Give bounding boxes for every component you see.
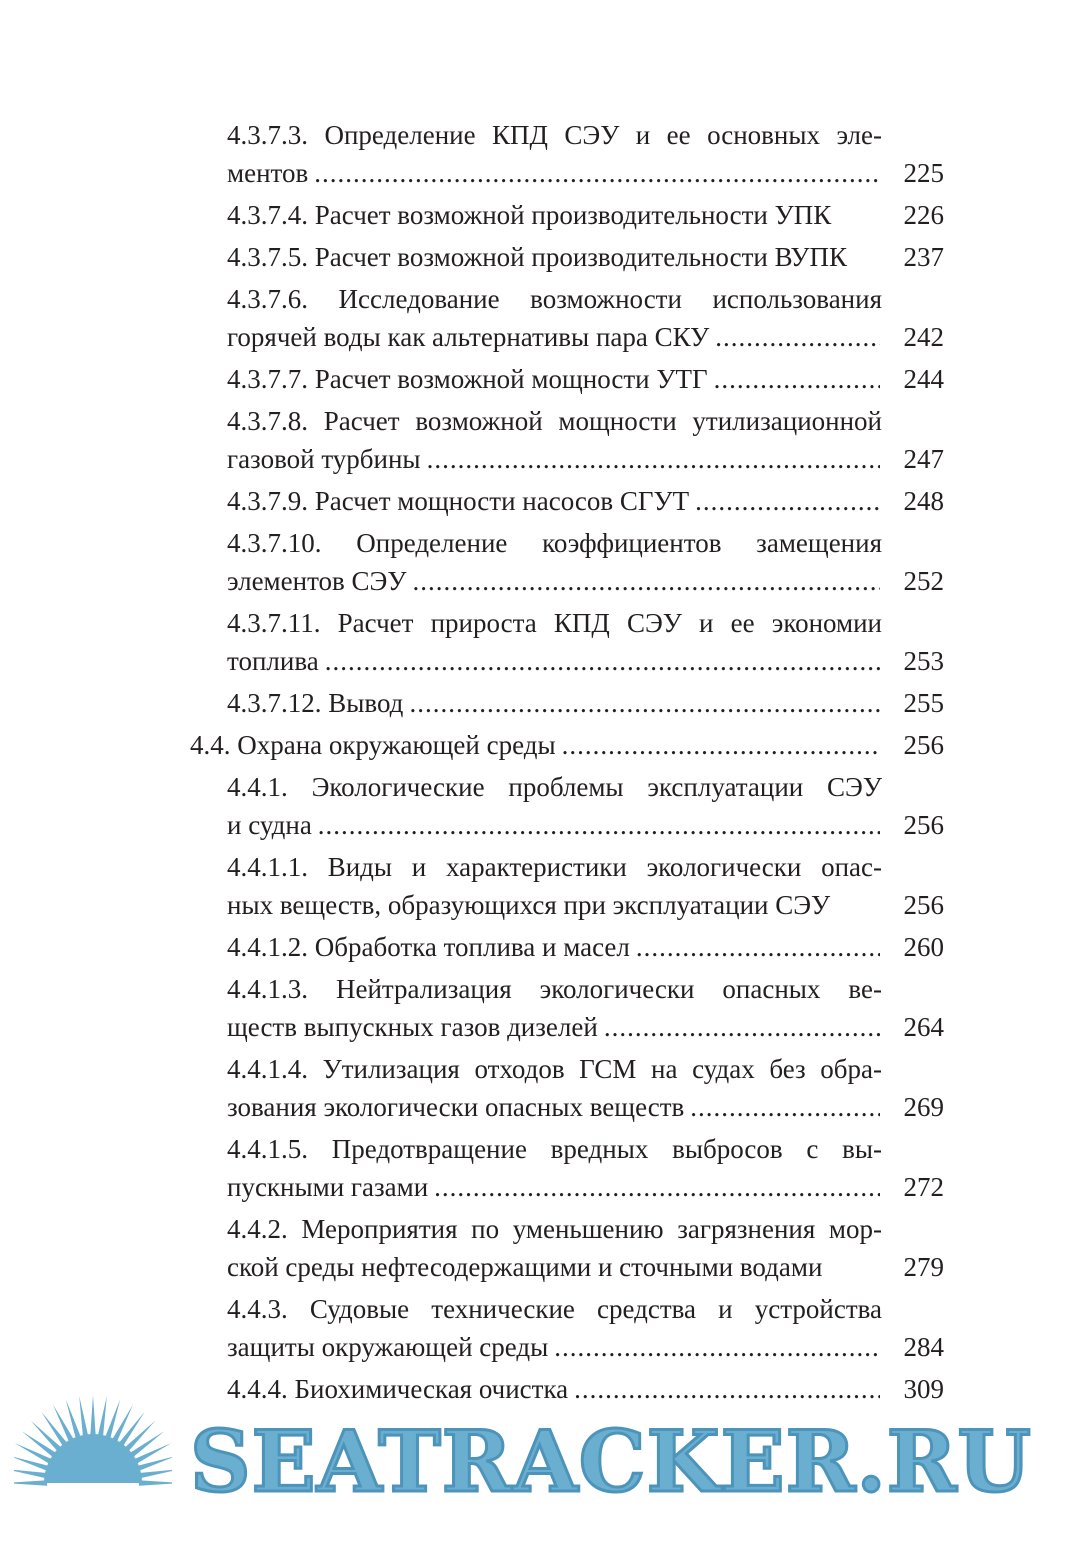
toc-page-number: 260 (903, 932, 944, 962)
toc-entry-title-line: 4.3.7.3. Определение КПД СЭУ и ее основных эле- (227, 120, 882, 150)
toc-page-number: 225 (903, 158, 944, 188)
toc-page-number: 242 (903, 322, 944, 352)
toc-entry-title-line: 4.4.1.5. Предотвращение вредных выбросов с вы- (227, 1134, 882, 1164)
toc-entry-title-line: 4.4.2. Мероприятия по уменьшению загрязнения мор- (227, 1214, 882, 1244)
dot-leader (604, 1008, 880, 1046)
toc-page-number: 309 (903, 1374, 944, 1404)
toc-entry-title: газовой турбины (227, 444, 421, 474)
toc-entry-title: защиты окружающей среды (227, 1332, 549, 1362)
watermark-text: SEATRACKER.RU (190, 1412, 1032, 1511)
table-of-contents (0, 116, 1080, 1412)
toc-entry-title-line: 4.3.7.11. Расчет прироста КПД СЭУ и ее экономии (227, 608, 882, 638)
toc-page-number: 269 (903, 1092, 944, 1122)
toc-entry-title: ных веществ, образующихся при эксплуатации СЭУ (227, 890, 831, 920)
toc-entry-title: 4.3.7.7. Расчет возможной мощности УТГ (227, 364, 708, 394)
toc-entry[interactable] (227, 1210, 944, 1286)
dot-leader (314, 154, 880, 192)
toc-entry[interactable] (227, 928, 944, 966)
toc-entry-title-line: 4.4.1. Экологические проблемы эксплуатации СЭУ (227, 772, 882, 802)
toc-entry[interactable] (227, 970, 944, 1046)
dot-leader (562, 726, 880, 764)
toc-page-number: 237 (903, 242, 944, 272)
toc-entry-title: ской среды нефтесодержащими и сточными водами (227, 1252, 823, 1282)
toc-entry-title: 4.4.1.2. Обработка топлива и масел (227, 932, 630, 962)
toc-entry-title-line: 4.4.1.1. Виды и характеристики экологически опас- (227, 852, 882, 882)
dot-leader (412, 562, 880, 600)
toc-page-number: 284 (903, 1332, 944, 1362)
toc-entry[interactable] (227, 848, 944, 924)
dot-leader (409, 684, 880, 722)
toc-entry-title-line: 4.3.7.10. Определение коэффициентов замещения (227, 528, 882, 558)
toc-entry-title-line: 4.4.1.4. Утилизация отходов ГСМ на судах без обра- (227, 1054, 882, 1084)
toc-entry-title: топлива (227, 646, 319, 676)
toc-page-number: 279 (903, 1252, 944, 1282)
toc-entry-title: 4.4.4. Биохимическая очистка (227, 1374, 569, 1404)
dot-leader (427, 440, 880, 478)
toc-entry[interactable] (227, 280, 944, 356)
toc-entry-title: 4.3.7.9. Расчет мощности насосов СГУТ (227, 486, 690, 516)
toc-entry-title-line: 4.4.1.3. Нейтрализация экологически опасных ве- (227, 974, 882, 1004)
toc-page-number: 253 (903, 646, 944, 676)
toc-entry-title: 4.3.7.12. Вывод (227, 688, 404, 718)
toc-entry-title: 4.4. Охрана окружающей среды (190, 730, 556, 760)
dot-leader (690, 1088, 880, 1126)
toc-page-number: 255 (903, 688, 944, 718)
toc-entry[interactable] (227, 1050, 944, 1126)
toc-page-number: 252 (903, 566, 944, 596)
toc-entry[interactable] (227, 524, 944, 600)
toc-entry-title-line: 4.3.7.8. Расчет возможной мощности утилизационной (227, 406, 882, 436)
toc-page-number: 256 (903, 890, 944, 920)
toc-entry[interactable] (227, 768, 944, 844)
toc-entry-title: и судна (227, 810, 312, 840)
toc-page-number: 264 (903, 1012, 944, 1042)
toc-page-number: 247 (903, 444, 944, 474)
dot-leader (636, 928, 880, 966)
toc-entry-title: 4.3.7.5. Расчет возможной производительности ВУПК (227, 242, 848, 272)
dot-leader (318, 806, 880, 844)
dot-leader (325, 642, 880, 680)
toc-entry-title: пускными газами (227, 1172, 429, 1202)
toc-entry-title: 4.3.7.4. Расчет возможной производительности УПК (227, 200, 832, 230)
toc-entry-title: ществ выпускных газов дизелей (227, 1012, 598, 1042)
toc-entry-title: элементов СЭУ (227, 566, 407, 596)
toc-entry-title-line: 4.3.7.6. Исследование возможности использования (227, 284, 882, 314)
dot-leader (695, 482, 880, 520)
toc-entry[interactable] (227, 1130, 944, 1206)
toc-entry-title: горячей воды как альтернативы пара СКУ (227, 322, 710, 352)
toc-page-number: 248 (903, 486, 944, 516)
toc-entry-title: ментов (227, 158, 309, 188)
dot-leader (714, 360, 880, 398)
toc-page-number: 272 (903, 1172, 944, 1202)
dot-leader (554, 1328, 880, 1366)
toc-entry[interactable] (227, 360, 944, 398)
toc-entry[interactable] (227, 604, 944, 680)
toc-page-number: 256 (903, 810, 944, 840)
sunburst-logo-icon (14, 1387, 172, 1529)
toc-entry[interactable] (227, 196, 944, 234)
toc-entry[interactable] (227, 402, 944, 478)
toc-page-number: 226 (903, 200, 944, 230)
toc-entry[interactable] (227, 1290, 944, 1366)
toc-entry[interactable] (190, 726, 944, 764)
toc-entry-title-line: 4.4.3. Судовые технические средства и устройства (227, 1294, 882, 1324)
dot-leader (715, 318, 880, 356)
toc-page-number: 244 (903, 364, 944, 394)
toc-entry[interactable] (227, 684, 944, 722)
watermark (0, 1387, 1080, 1547)
toc-entry[interactable] (227, 238, 944, 276)
toc-page-number: 256 (903, 730, 944, 760)
toc-entry[interactable] (227, 116, 944, 192)
toc-entry-title: зования экологически опасных веществ (227, 1092, 685, 1122)
toc-entry[interactable] (227, 482, 944, 520)
dot-leader (434, 1168, 880, 1206)
